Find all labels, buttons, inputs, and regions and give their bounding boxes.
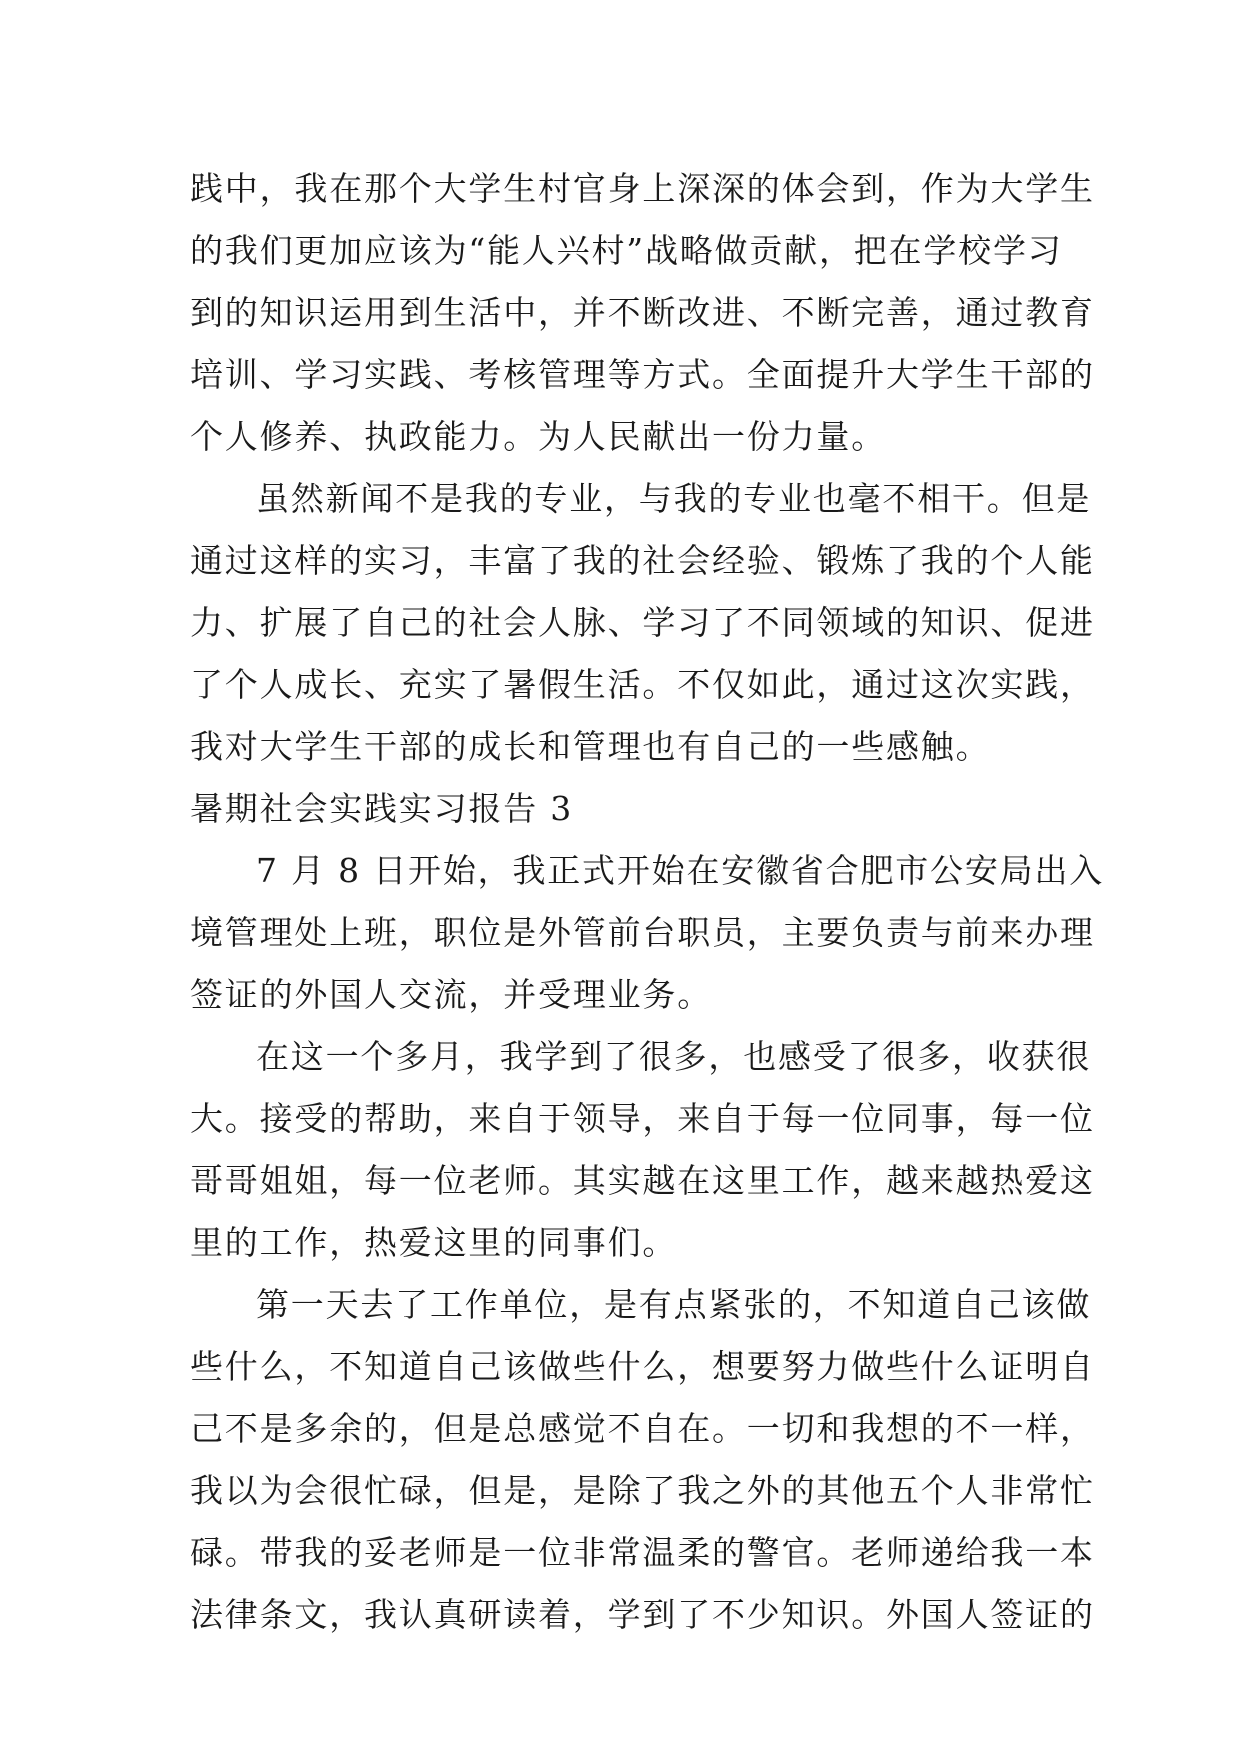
- text-line: 了个人成长、充实了暑假生活。不仅如此，通过这次实践，: [190, 665, 1095, 704]
- paragraph-first-line: 7 月 8 日开始，我正式开始在安徽省合肥市公安局出入: [256, 851, 1105, 890]
- section-heading: 暑期社会实践实习报告 3: [190, 789, 574, 828]
- paragraph-first-line: 第一天去了工作单位，是有点紧张的，不知道自己该做: [256, 1285, 1092, 1324]
- text-line: 通过这样的实习，丰富了我的社会经验、锻炼了我的个人能: [190, 541, 1095, 580]
- paragraph-first-line: 虽然新闻不是我的专业，与我的专业也毫不相干。但是: [256, 479, 1092, 518]
- text-line: 到的知识运用到生活中，并不断改进、不断完善，通过教育: [190, 293, 1095, 332]
- document-body: [190, 158, 1105, 1646]
- text-line: 哥哥姐姐，每一位老师。其实越在这里工作，越来越热爱这: [190, 1161, 1095, 1200]
- text-line: 大。接受的帮助，来自于领导，来自于每一位同事，每一位: [190, 1099, 1095, 1138]
- text-line: 力、扩展了自己的社会人脉、学习了不同领域的知识、促进: [190, 603, 1095, 642]
- text-line: 践中，我在那个大学生村官身上深深的体会到，作为大学生: [190, 169, 1095, 208]
- text-line: 碌。带我的妥老师是一位非常温柔的警官。老师递给我一本: [190, 1533, 1095, 1572]
- text-line: 些什么，不知道自己该做些什么，想要努力做些什么证明自: [190, 1347, 1095, 1386]
- text-line: 里的工作，热爱这里的同事们。: [190, 1223, 678, 1262]
- paragraph-first-line: 在这一个多月，我学到了很多，也感受了很多，收获很: [256, 1037, 1092, 1076]
- text-line: 境管理处上班，职位是外管前台职员，主要负责与前来办理: [190, 913, 1095, 952]
- text-line: 个人修养、执政能力。为人民献出一份力量。: [190, 417, 886, 456]
- text-line: 我对大学生干部的成长和管理也有自己的一些感触。: [190, 727, 991, 766]
- text-line: 法律条文，我认真研读着，学到了不少知识。外国人签证的: [190, 1595, 1095, 1634]
- text-line: 签证的外国人交流，并受理业务。: [190, 975, 712, 1014]
- text-line: 的我们更加应该为“能人兴村”战略做贡献，把在学校学习: [190, 231, 1063, 270]
- text-line: 己不是多余的，但是总感觉不自在。一切和我想的不一样，: [190, 1409, 1095, 1448]
- text-line: 培训、学习实践、考核管理等方式。全面提升大学生干部的: [190, 355, 1095, 394]
- text-line: 我以为会很忙碌，但是，是除了我之外的其他五个人非常忙: [190, 1471, 1095, 1510]
